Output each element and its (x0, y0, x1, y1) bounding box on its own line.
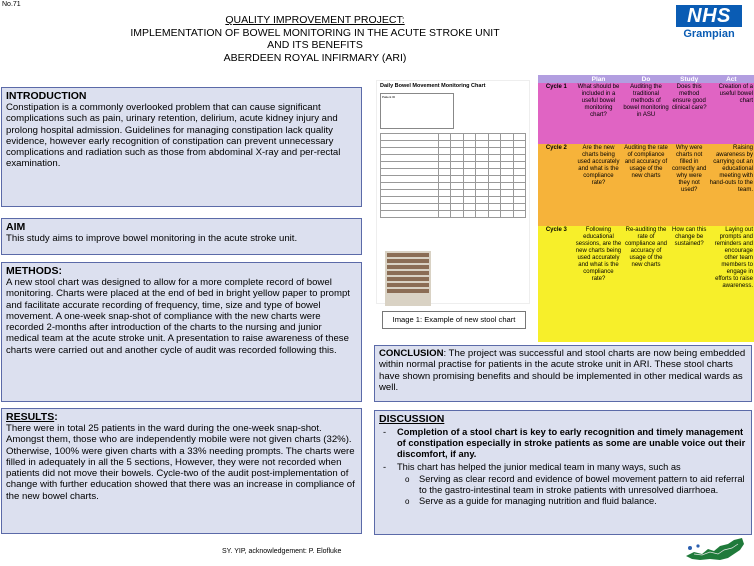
pdsa-header-act: Act (709, 75, 754, 83)
pdsa-row-cycle-1 (538, 83, 754, 144)
discussion-sub-point-2: o Serve as a guide for managing nutrition and fluid balance. (397, 496, 747, 507)
conclusion-paragraph (379, 348, 747, 393)
pdsa-act-cell: Laying out prompts and reminders and encourage other team members to engage in efforts to raise awareness. (709, 226, 754, 342)
pdsa-act-cell: Raising awareness by carrying out an educational meeting with hand-outs to the team. (709, 144, 754, 226)
discussion-point-1 (379, 427, 747, 460)
title-line-1: QUALITY IMPROVEMENT PROJECT: (225, 14, 405, 26)
aim-text: This study aims to improve bowel monitoring in the acute stroke unit. (6, 233, 298, 244)
pdsa-row-cycle-2 (538, 144, 754, 226)
aim-panel (1, 218, 362, 255)
pdsa-header-study: Study (670, 75, 709, 83)
stool-chart-grid (380, 133, 526, 218)
pdsa-header-do: Do (622, 75, 670, 83)
pdsa-study-cell: Does this method ensure good clinical care? (670, 83, 709, 144)
pdsa-header-row (538, 75, 754, 83)
discussion-point-2-text: This chart has helped the junior medical team in many ways, such as (397, 462, 681, 472)
discussion-point-2 (379, 462, 747, 507)
stool-chart-title: Daily Bowel Movement Monitoring Chart (380, 83, 486, 89)
pdsa-header-blank (538, 75, 575, 83)
discussion-heading: DISCUSSION (379, 413, 445, 425)
bristol-stool-scale-image (385, 251, 431, 306)
nhs-logo-region: Grampian (683, 28, 735, 40)
methods-heading: METHODS: (6, 265, 62, 277)
pdsa-row-cycle-3 (538, 226, 754, 342)
methods-text: A new stool chart was designed to allow for a more complete record of bowel monitoring. Charts were placed at the end of bed in bright yellow paper to prompt and facilitate accurate recording of frequency, time, size and type of bowel movement. A one-week snap-shot of compliance with the new charts were recorded 2-months after introduction of the charts to the nursing and junior medical team at the acute stroke unit. A presentation to raise awareness of these charts were carried out and another cycle of audit was recorded following this. (6, 277, 350, 356)
pdsa-cycle-label: Cycle 2 (538, 144, 575, 226)
pdsa-plan-cell: What should be included in a useful bowel monitoring chart? (575, 83, 623, 144)
nhs-logo (676, 5, 742, 40)
results-heading: RESULTS (6, 411, 55, 423)
discussion-panel (374, 410, 752, 535)
pdsa-table (538, 75, 754, 342)
pdsa-do-cell: Auditing the traditional methods of bowel monitoring in ASU (622, 83, 670, 144)
introduction-text: Constipation is a commonly overlooked problem that can cause significant complications such as pain, urinary retention, delirium, acute kidney injury and prolong hospital admission. Guidelines for managing constipation lack quality evidence, however early recognition of constipation can prevent unnecessary complications and radiation such as those from abdominal X-ray and per-rectal examination. (6, 102, 341, 170)
poster-number: No.71 (2, 1, 21, 8)
pdsa-plan-cell: Are the new charts being used accurately and what is the compliance rate? (575, 144, 623, 226)
stool-chart-image (376, 80, 530, 304)
results-panel (1, 408, 362, 534)
pdsa-do-cell: Re-auditing the rate of compliance and accuracy of usage of the new charts (622, 226, 670, 342)
discussion-sub-list (397, 474, 747, 507)
pdsa-do-cell: Auditing the rate of compliance and accuracy of usage of the new charts (622, 144, 670, 226)
introduction-panel (1, 87, 362, 207)
discussion-sub-point-1: o Serving as clear record and evidence of bowel movement pattern to aid referral to the gastro-intestinal team in stroke patients with unresolved diarrhoea. (397, 474, 747, 496)
pdsa-cycle-label: Cycle 1 (538, 83, 575, 144)
discussion-list (379, 427, 747, 507)
discussion-point-1-text: Completion of a stool chart is key to early recognition and timely management of constipation especially in stroke patients as some are unable voice out their discomfort, if any. (397, 427, 746, 459)
stool-chart-caption: Image 1: Example of new stool chart (382, 311, 526, 329)
conclusion-heading: CONCLUSION (379, 348, 444, 359)
grampian-map-image (684, 532, 746, 562)
pdsa-study-cell: How can this change be sustained? (670, 226, 709, 342)
title-line-2: IMPLEMENTATION OF BOWEL MONITORING IN THE ACUTE STROKE UNIT (130, 26, 500, 39)
nhs-logo-mark: NHS (676, 5, 742, 27)
results-heading-colon: : (54, 411, 58, 423)
methods-panel (1, 262, 362, 402)
pdsa-header-plan: Plan (575, 75, 623, 83)
pdsa-study-cell: Why were charts not filled in correctly and why were they not used? (670, 144, 709, 226)
conclusion-panel (374, 345, 752, 402)
patient-id-box (380, 93, 454, 129)
poster-title (100, 14, 530, 64)
pdsa-act-cell: Creation of a useful bowel chart (709, 83, 754, 144)
title-line-4: ABERDEEN ROYAL INFIRMARY (ARI) (223, 51, 407, 64)
patient-id-label: Patient ID (382, 95, 396, 99)
conclusion-text: : The project was successful and stool charts are now being embedded within normal practise for patients in the acute stroke unit in ARI. These stool charts have shown promising benefits and should be implemented in other medical wards as well. (379, 348, 746, 393)
title-line-3: AND ITS BENEFITS (267, 39, 363, 51)
results-heading-line (6, 411, 357, 423)
aim-heading: AIM (6, 221, 26, 233)
pdsa-cycle-label: Cycle 3 (538, 226, 575, 342)
results-text: There were in total 25 patients in the ward during the one-week snap-shot. Amongst them, those who are independently mobile were not given charts (32%). Otherwise, 100% were given charts with a 33% needing prompts. The charts were filled in adequately in all the 5 sections, However, they were not recorded when patients did not move their bowels. Cycle-two of the audit post-implementation of change with further education showed that there was an increase in compliance of the new bowel charts. (6, 423, 355, 502)
pdsa-plan-cell: Following educational sessions, are the new charts being used accurately and what is the compliance rate? (575, 226, 623, 342)
introduction-heading: INTRODUCTION (6, 90, 87, 102)
footer-credit: SY. YIP, acknowledgement: P. Elofluke (222, 548, 342, 555)
